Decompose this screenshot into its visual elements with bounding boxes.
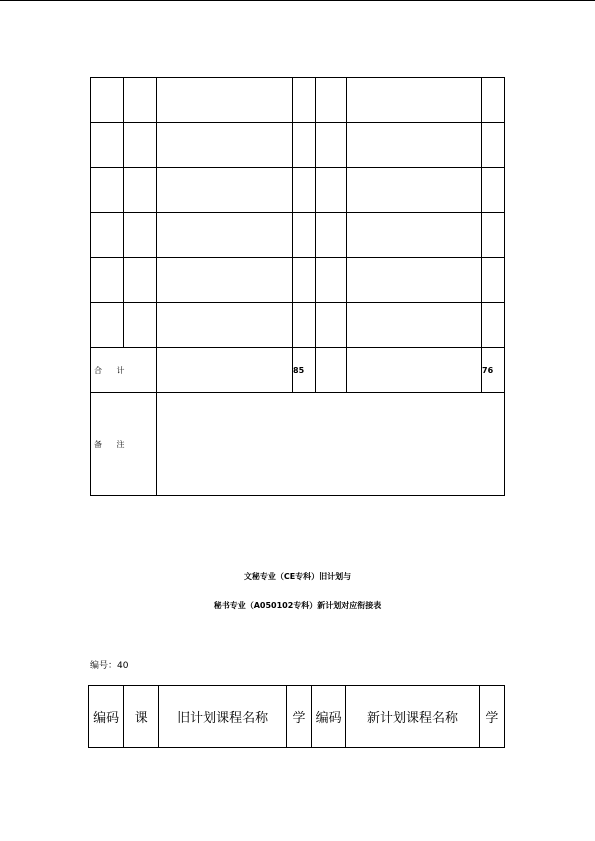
new-credit-total: 76 — [482, 348, 505, 393]
table-row — [91, 258, 505, 303]
table-row — [91, 78, 505, 123]
header-new-credit: 学 — [479, 686, 504, 748]
table-row — [91, 168, 505, 213]
old-credit-total: 85 — [293, 348, 316, 393]
doc-title-line1: 文秘专业（CE专科）旧计划与 — [243, 572, 352, 581]
summary-label: 合 计 — [91, 348, 157, 393]
table-row — [91, 123, 505, 168]
header-new-course-name: 新计划课程名称 — [346, 686, 480, 748]
page-top-rule — [0, 0, 595, 1]
header-old-credit: 学 — [286, 686, 311, 748]
mapping-table-continued — [90, 77, 505, 496]
mapping-table-header — [88, 685, 505, 748]
header-old-code: 编码 — [89, 686, 124, 748]
header-course: 课 — [124, 686, 159, 748]
doc-title-line2: 秘书专业（A050102专科）新计划对应衔接表 — [213, 601, 382, 610]
table-row — [91, 213, 505, 258]
document-code: 编号：40 — [90, 661, 129, 671]
remark-content — [157, 393, 505, 496]
remark-label: 备 注 — [91, 393, 157, 496]
header-new-code: 编码 — [312, 686, 346, 748]
table-row — [91, 303, 505, 348]
header-row — [89, 686, 505, 748]
summary-row — [91, 348, 505, 393]
remark-row — [91, 393, 505, 496]
header-old-course-name: 旧计划课程名称 — [159, 686, 287, 748]
